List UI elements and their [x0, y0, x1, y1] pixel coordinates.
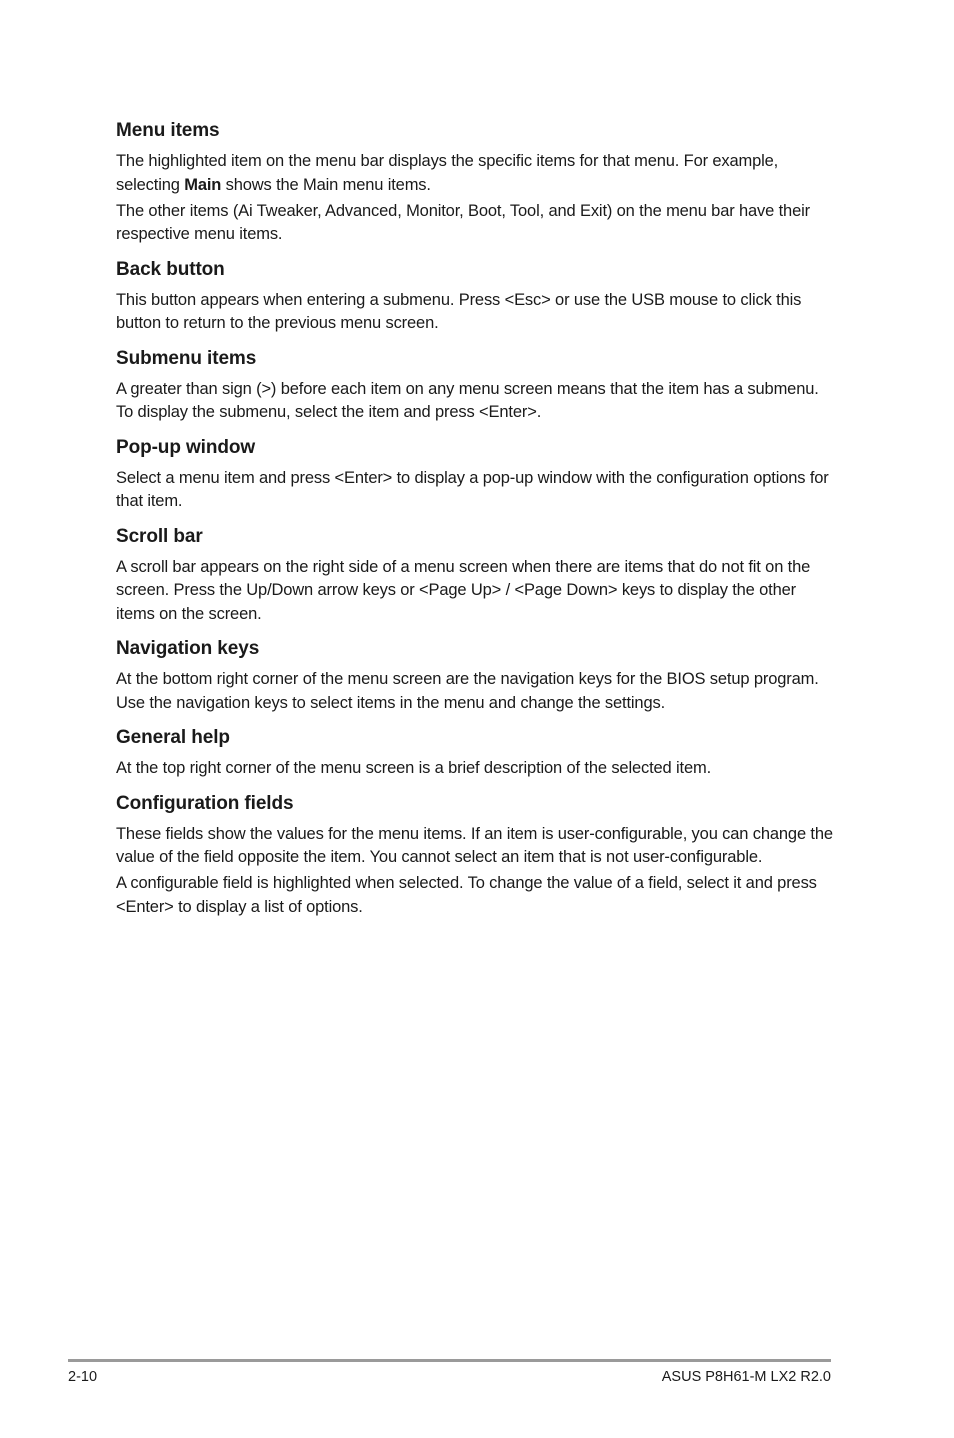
document-body — [116, 118, 836, 919]
product-name: ASUS P8H61-M LX2 R2.0 — [661, 1369, 831, 1385]
section-heading: Navigation keys — [116, 638, 260, 659]
section-paragraph: At the bottom right corner of the menu screen are the navigation keys for the BIOS setup program. Use the navigation keys to select items in the menu and change the settings. — [116, 670, 819, 712]
section-scroll-bar — [116, 524, 836, 627]
section-paragraph: A greater than sign (>) before each item on any menu screen means that the item has a submenu. To display the submenu, select the item and press <Enter>. — [116, 379, 819, 421]
section-popup-window — [116, 435, 836, 514]
section-submenu-items — [116, 346, 836, 425]
section-paragraph — [116, 150, 836, 197]
section-navigation-keys — [116, 636, 836, 715]
section-paragraph: The other items (Ai Tweaker, Advanced, Monitor, Boot, Tool, and Exit) on the menu bar have their respective menu items. — [116, 201, 810, 243]
footer-divider — [68, 1359, 831, 1362]
section-paragraph: These fields show the values for the menu items. If an item is user-configurable, you can change the value of the field opposite the item. You cannot select an item that is not user-configurable. — [116, 824, 833, 866]
section-back-button — [116, 257, 836, 336]
section-heading: Submenu items — [116, 347, 257, 369]
section-general-help — [116, 725, 836, 781]
section-paragraph: A scroll bar appears on the right side of a menu screen when there are items that do not fit on the screen. Press the Up/Down arrow keys or <Page Up> / <Page Down> keys to display the other items on the screen. — [116, 557, 811, 623]
section-paragraph: This button appears when entering a submenu. Press <Esc> or use the USB mouse to click this button to return to the previous menu screen. — [116, 290, 802, 332]
section-paragraph: Select a menu item and press <Enter> to display a pop-up window with the configuration options for that item. — [116, 468, 829, 510]
section-heading: Pop-up window — [116, 436, 256, 458]
section-paragraph: At the top right corner of the menu screen is a brief description of the selected item. — [116, 759, 712, 777]
page-number: 2-10 — [68, 1369, 98, 1385]
section-heading: General help — [116, 727, 230, 748]
section-heading: Configuration fields — [116, 792, 294, 814]
section-paragraph: A configurable field is highlighted when selected. To change the value of a field, select it and press <Enter> to display a list of options. — [116, 874, 817, 916]
section-configuration-fields — [116, 791, 836, 920]
section-heading: Scroll bar — [116, 525, 203, 547]
section-menu-items — [116, 118, 836, 247]
bold-menu-name: Main — [184, 175, 222, 194]
section-heading: Menu items — [116, 120, 220, 141]
paragraph-text: The highlighted item on the menu bar displays the specific items for that menu. For example, selecting — [116, 152, 779, 194]
paragraph-text: shows the Main menu items. — [221, 175, 431, 194]
section-heading: Back button — [116, 258, 225, 280]
